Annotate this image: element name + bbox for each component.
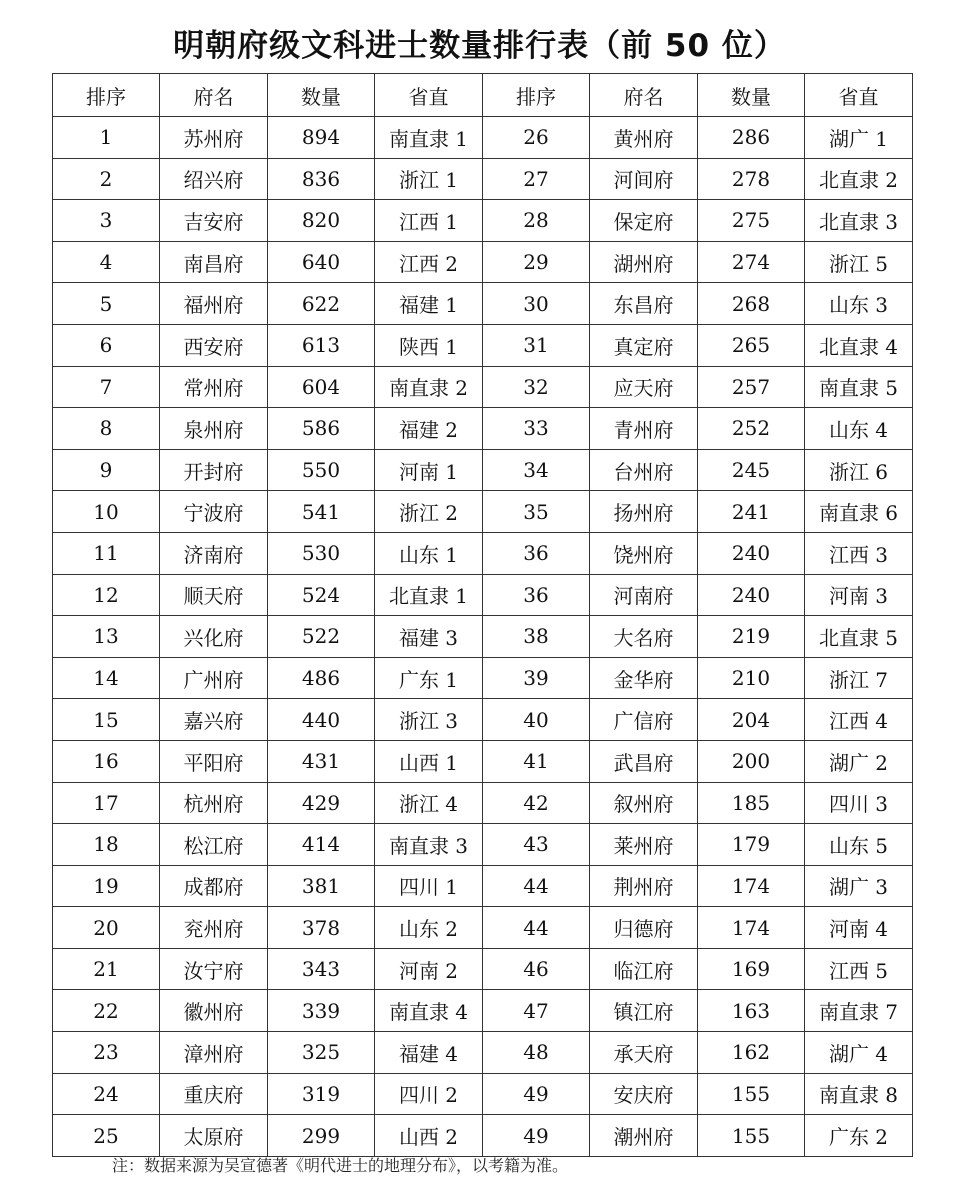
province-cell: 浙江 6 <box>805 449 913 491</box>
province-cell: 南直隶 1 <box>375 117 483 159</box>
table-row <box>53 657 913 699</box>
province-cell: 四川 2 <box>375 1073 483 1115</box>
province-cell: 浙江 2 <box>375 491 483 533</box>
prefecture-cell: 宁波府 <box>160 491 268 533</box>
prefecture-cell: 平阳府 <box>160 740 268 782</box>
rank-cell: 14 <box>53 657 160 699</box>
header-rank-right: 排序 <box>483 74 590 117</box>
table-row <box>53 532 913 574</box>
province-cell: 江西 4 <box>805 699 913 741</box>
count-cell: 522 <box>268 616 375 658</box>
rank-cell: 24 <box>53 1073 160 1115</box>
count-cell: 431 <box>268 740 375 782</box>
province-cell: 山东 1 <box>375 532 483 574</box>
province-cell: 广东 1 <box>375 657 483 699</box>
count-cell: 550 <box>268 449 375 491</box>
count-cell: 179 <box>698 824 805 866</box>
prefecture-cell: 杭州府 <box>160 782 268 824</box>
count-cell: 155 <box>698 1073 805 1115</box>
prefecture-cell: 镇江府 <box>590 990 698 1032</box>
province-cell: 河南 4 <box>805 907 913 949</box>
rank-cell: 17 <box>53 782 160 824</box>
prefecture-cell: 安庆府 <box>590 1073 698 1115</box>
prefecture-cell: 临江府 <box>590 948 698 990</box>
province-cell: 陕西 1 <box>375 324 483 366</box>
rank-cell: 8 <box>53 408 160 450</box>
prefecture-cell: 开封府 <box>160 449 268 491</box>
count-cell: 440 <box>268 699 375 741</box>
count-cell: 155 <box>698 1115 805 1157</box>
prefecture-cell: 青州府 <box>590 408 698 450</box>
count-cell: 185 <box>698 782 805 824</box>
province-cell: 北直隶 2 <box>805 158 913 200</box>
count-cell: 286 <box>698 117 805 159</box>
count-cell: 278 <box>698 158 805 200</box>
province-cell: 南直隶 6 <box>805 491 913 533</box>
province-cell: 山东 3 <box>805 283 913 325</box>
count-cell: 240 <box>698 532 805 574</box>
source-note: 注：数据来源为吴宣德著《明代进士的地理分布》，以考籍为准。 <box>112 1156 569 1175</box>
rank-cell: 5 <box>53 283 160 325</box>
table-row <box>53 491 913 533</box>
province-cell: 福建 3 <box>375 616 483 658</box>
rank-cell: 15 <box>53 699 160 741</box>
count-cell: 836 <box>268 158 375 200</box>
province-cell: 浙江 7 <box>805 657 913 699</box>
rank-cell: 31 <box>483 324 590 366</box>
table-row <box>53 699 913 741</box>
prefecture-cell: 承天府 <box>590 1032 698 1074</box>
table-row <box>53 948 913 990</box>
prefecture-cell: 真定府 <box>590 324 698 366</box>
province-cell: 河南 3 <box>805 574 913 616</box>
prefecture-cell: 吉安府 <box>160 200 268 242</box>
count-cell: 524 <box>268 574 375 616</box>
prefecture-cell: 东昌府 <box>590 283 698 325</box>
province-cell: 山西 1 <box>375 740 483 782</box>
prefecture-cell: 顺天府 <box>160 574 268 616</box>
province-cell: 湖广 1 <box>805 117 913 159</box>
table-row <box>53 408 913 450</box>
rank-cell: 35 <box>483 491 590 533</box>
count-cell: 640 <box>268 241 375 283</box>
header-prefecture-left: 府名 <box>160 74 268 117</box>
rank-cell: 40 <box>483 699 590 741</box>
count-cell: 894 <box>268 117 375 159</box>
count-cell: 219 <box>698 616 805 658</box>
prefecture-cell: 嘉兴府 <box>160 699 268 741</box>
rank-cell: 9 <box>53 449 160 491</box>
prefecture-cell: 应天府 <box>590 366 698 408</box>
table-row <box>53 907 913 949</box>
table-row <box>53 574 913 616</box>
count-cell: 274 <box>698 241 805 283</box>
rank-cell: 44 <box>483 907 590 949</box>
province-cell: 山东 4 <box>805 408 913 450</box>
count-cell: 622 <box>268 283 375 325</box>
table-row <box>53 324 913 366</box>
table-row <box>53 158 913 200</box>
prefecture-cell: 济南府 <box>160 532 268 574</box>
rank-cell: 25 <box>53 1115 160 1157</box>
prefecture-cell: 保定府 <box>590 200 698 242</box>
count-cell: 586 <box>268 408 375 450</box>
province-cell: 福建 2 <box>375 408 483 450</box>
province-cell: 四川 3 <box>805 782 913 824</box>
rank-cell: 11 <box>53 532 160 574</box>
table-row <box>53 283 913 325</box>
count-cell: 257 <box>698 366 805 408</box>
count-cell: 820 <box>268 200 375 242</box>
province-cell: 河南 1 <box>375 449 483 491</box>
rank-cell: 39 <box>483 657 590 699</box>
rank-cell: 22 <box>53 990 160 1032</box>
province-cell: 四川 1 <box>375 865 483 907</box>
rank-cell: 48 <box>483 1032 590 1074</box>
table-row <box>53 366 913 408</box>
table-row <box>53 990 913 1032</box>
province-cell: 南直隶 4 <box>375 990 483 1032</box>
count-cell: 339 <box>268 990 375 1032</box>
count-cell: 299 <box>268 1115 375 1157</box>
count-cell: 381 <box>268 865 375 907</box>
prefecture-cell: 广州府 <box>160 657 268 699</box>
rank-cell: 32 <box>483 366 590 408</box>
count-cell: 252 <box>698 408 805 450</box>
header-count-left: 数量 <box>268 74 375 117</box>
rank-cell: 13 <box>53 616 160 658</box>
rank-cell: 21 <box>53 948 160 990</box>
prefecture-cell: 成都府 <box>160 865 268 907</box>
count-cell: 200 <box>698 740 805 782</box>
table-row <box>53 782 913 824</box>
prefecture-cell: 兴化府 <box>160 616 268 658</box>
count-cell: 210 <box>698 657 805 699</box>
rank-cell: 44 <box>483 865 590 907</box>
prefecture-cell: 徽州府 <box>160 990 268 1032</box>
header-province-right: 省直 <box>805 74 913 117</box>
province-cell: 河南 2 <box>375 948 483 990</box>
header-province-left: 省直 <box>375 74 483 117</box>
province-cell: 湖广 3 <box>805 865 913 907</box>
prefecture-cell: 苏州府 <box>160 117 268 159</box>
province-cell: 南直隶 7 <box>805 990 913 1032</box>
rank-cell: 30 <box>483 283 590 325</box>
province-cell: 山西 2 <box>375 1115 483 1157</box>
province-cell: 南直隶 8 <box>805 1073 913 1115</box>
prefecture-cell: 归德府 <box>590 907 698 949</box>
rank-cell: 28 <box>483 200 590 242</box>
rank-cell: 7 <box>53 366 160 408</box>
count-cell: 541 <box>268 491 375 533</box>
page-title: 明朝府级文科进士数量排行表（前 50 位） <box>173 28 786 64</box>
prefecture-cell: 大名府 <box>590 616 698 658</box>
count-cell: 486 <box>268 657 375 699</box>
rank-cell: 18 <box>53 824 160 866</box>
prefecture-cell: 常州府 <box>160 366 268 408</box>
prefecture-cell: 荆州府 <box>590 865 698 907</box>
rank-cell: 6 <box>53 324 160 366</box>
count-cell: 174 <box>698 865 805 907</box>
prefecture-cell: 河间府 <box>590 158 698 200</box>
count-cell: 343 <box>268 948 375 990</box>
prefecture-cell: 西安府 <box>160 324 268 366</box>
table-row <box>53 1115 913 1157</box>
province-cell: 福建 4 <box>375 1032 483 1074</box>
prefecture-cell: 黄州府 <box>590 117 698 159</box>
rank-cell: 10 <box>53 491 160 533</box>
table-row <box>53 1032 913 1074</box>
rank-cell: 29 <box>483 241 590 283</box>
count-cell: 240 <box>698 574 805 616</box>
count-cell: 241 <box>698 491 805 533</box>
count-cell: 163 <box>698 990 805 1032</box>
province-cell: 浙江 5 <box>805 241 913 283</box>
count-cell: 325 <box>268 1032 375 1074</box>
province-cell: 北直隶 5 <box>805 616 913 658</box>
rank-cell: 34 <box>483 449 590 491</box>
prefecture-cell: 太原府 <box>160 1115 268 1157</box>
rank-cell: 46 <box>483 948 590 990</box>
prefecture-cell: 重庆府 <box>160 1073 268 1115</box>
header-prefecture-right: 府名 <box>590 74 698 117</box>
rank-cell: 43 <box>483 824 590 866</box>
count-cell: 319 <box>268 1073 375 1115</box>
count-cell: 162 <box>698 1032 805 1074</box>
prefecture-cell: 南昌府 <box>160 241 268 283</box>
prefecture-cell: 绍兴府 <box>160 158 268 200</box>
rank-cell: 16 <box>53 740 160 782</box>
table-row <box>53 200 913 242</box>
prefecture-cell: 河南府 <box>590 574 698 616</box>
rank-cell: 38 <box>483 616 590 658</box>
province-cell: 北直隶 3 <box>805 200 913 242</box>
count-cell: 245 <box>698 449 805 491</box>
rank-cell: 4 <box>53 241 160 283</box>
header-row <box>53 74 913 117</box>
rank-cell: 27 <box>483 158 590 200</box>
rank-cell: 23 <box>53 1032 160 1074</box>
rank-cell: 3 <box>53 200 160 242</box>
count-cell: 174 <box>698 907 805 949</box>
table-row <box>53 865 913 907</box>
rank-cell: 36 <box>483 574 590 616</box>
table-row <box>53 241 913 283</box>
prefecture-cell: 湖州府 <box>590 241 698 283</box>
count-cell: 204 <box>698 699 805 741</box>
count-cell: 604 <box>268 366 375 408</box>
table-row <box>53 616 913 658</box>
province-cell: 浙江 1 <box>375 158 483 200</box>
table-row <box>53 449 913 491</box>
prefecture-cell: 扬州府 <box>590 491 698 533</box>
table-body <box>53 117 913 1157</box>
prefecture-cell: 广信府 <box>590 699 698 741</box>
rank-cell: 47 <box>483 990 590 1032</box>
table-row <box>53 824 913 866</box>
prefecture-cell: 松江府 <box>160 824 268 866</box>
province-cell: 南直隶 5 <box>805 366 913 408</box>
prefecture-cell: 汝宁府 <box>160 948 268 990</box>
rank-cell: 26 <box>483 117 590 159</box>
rank-cell: 19 <box>53 865 160 907</box>
province-cell: 北直隶 4 <box>805 324 913 366</box>
province-cell: 南直隶 2 <box>375 366 483 408</box>
province-cell: 江西 2 <box>375 241 483 283</box>
ranking-table <box>52 73 913 1157</box>
table-row <box>53 1073 913 1115</box>
province-cell: 浙江 4 <box>375 782 483 824</box>
rank-cell: 49 <box>483 1115 590 1157</box>
count-cell: 268 <box>698 283 805 325</box>
rank-cell: 41 <box>483 740 590 782</box>
prefecture-cell: 潮州府 <box>590 1115 698 1157</box>
prefecture-cell: 莱州府 <box>590 824 698 866</box>
prefecture-cell: 叙州府 <box>590 782 698 824</box>
province-cell: 山东 2 <box>375 907 483 949</box>
table-row <box>53 117 913 159</box>
province-cell: 南直隶 3 <box>375 824 483 866</box>
count-cell: 429 <box>268 782 375 824</box>
rank-cell: 1 <box>53 117 160 159</box>
rank-cell: 49 <box>483 1073 590 1115</box>
prefecture-cell: 福州府 <box>160 283 268 325</box>
count-cell: 414 <box>268 824 375 866</box>
prefecture-cell: 台州府 <box>590 449 698 491</box>
province-cell: 北直隶 1 <box>375 574 483 616</box>
province-cell: 山东 5 <box>805 824 913 866</box>
province-cell: 江西 3 <box>805 532 913 574</box>
prefecture-cell: 金华府 <box>590 657 698 699</box>
rank-cell: 33 <box>483 408 590 450</box>
rank-cell: 36 <box>483 532 590 574</box>
rank-cell: 42 <box>483 782 590 824</box>
province-cell: 浙江 3 <box>375 699 483 741</box>
rank-cell: 20 <box>53 907 160 949</box>
count-cell: 169 <box>698 948 805 990</box>
prefecture-cell: 兖州府 <box>160 907 268 949</box>
header-count-right: 数量 <box>698 74 805 117</box>
province-cell: 湖广 2 <box>805 740 913 782</box>
count-cell: 530 <box>268 532 375 574</box>
table-row <box>53 740 913 782</box>
count-cell: 265 <box>698 324 805 366</box>
prefecture-cell: 武昌府 <box>590 740 698 782</box>
rank-cell: 12 <box>53 574 160 616</box>
province-cell: 福建 1 <box>375 283 483 325</box>
count-cell: 275 <box>698 200 805 242</box>
prefecture-cell: 泉州府 <box>160 408 268 450</box>
province-cell: 广东 2 <box>805 1115 913 1157</box>
province-cell: 湖广 4 <box>805 1032 913 1074</box>
count-cell: 378 <box>268 907 375 949</box>
rank-cell: 2 <box>53 158 160 200</box>
prefecture-cell: 漳州府 <box>160 1032 268 1074</box>
province-cell: 江西 5 <box>805 948 913 990</box>
count-cell: 613 <box>268 324 375 366</box>
province-cell: 江西 1 <box>375 200 483 242</box>
prefecture-cell: 饶州府 <box>590 532 698 574</box>
header-rank-left: 排序 <box>53 74 160 117</box>
